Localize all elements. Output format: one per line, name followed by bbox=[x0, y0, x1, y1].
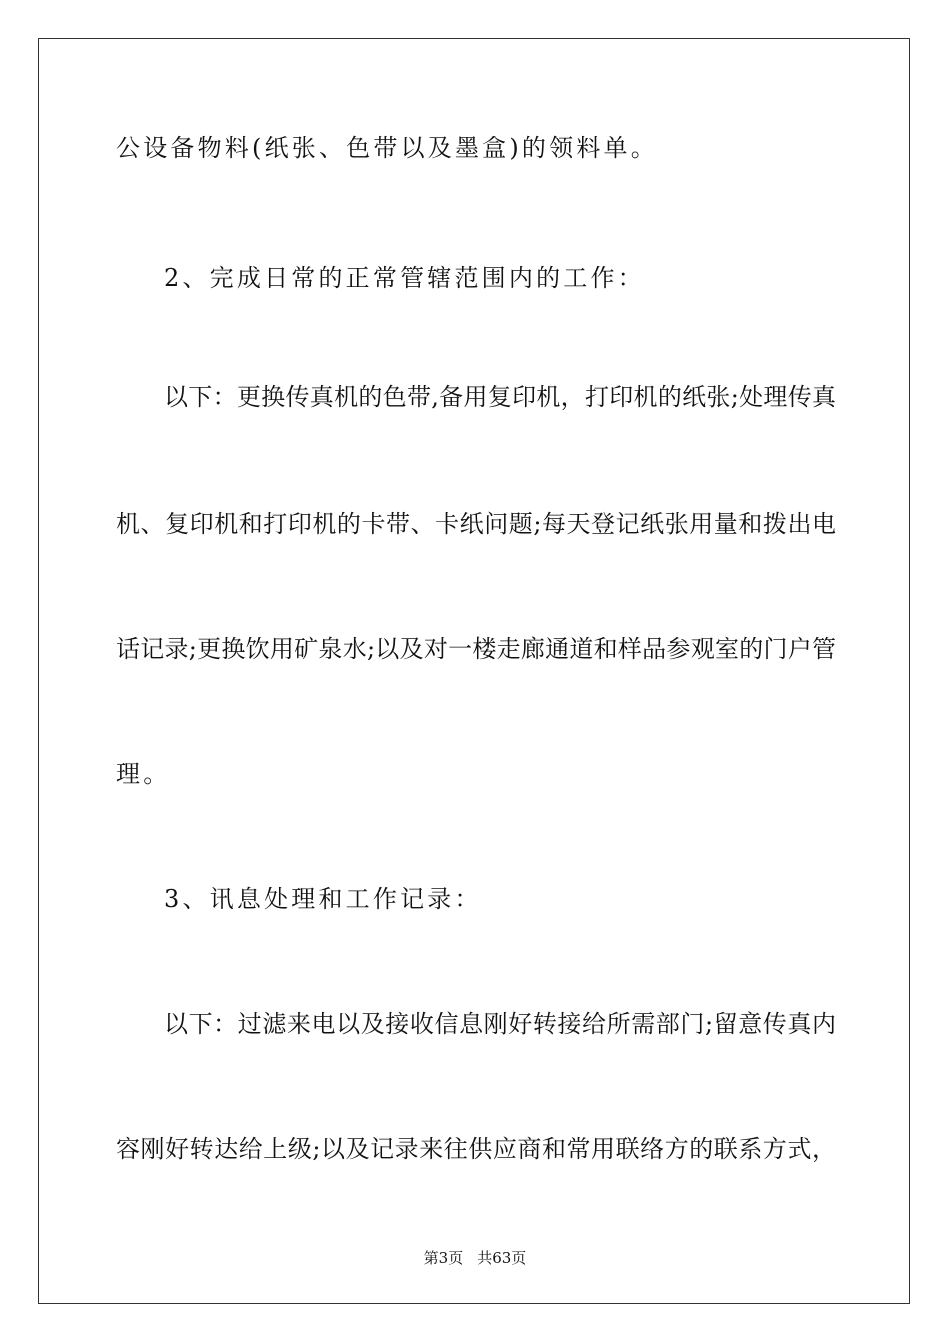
page-border bbox=[38, 38, 910, 1304]
text-line-5: 话记录;更换饮用矿泉水;以及对一楼走廊通道和样品参观室的门户管 bbox=[116, 635, 836, 663]
section-heading-2: 2、完成日常的正常管辖范围内的工作： bbox=[164, 264, 645, 292]
text-line-6: 理。 bbox=[116, 760, 171, 788]
text-line-8: 以下：过滤来电以及接收信息刚好转接给所需部门;留意传真内 bbox=[164, 1010, 836, 1038]
text-line-3: 以下：更换传真机的色带,备用复印机，打印机的纸张;处理传真 bbox=[164, 383, 836, 411]
text-line-1: 公设备物料(纸张、色带以及墨盒)的领料单。 bbox=[116, 134, 658, 162]
page-footer bbox=[0, 1247, 950, 1268]
section-heading-3: 3、讯息处理和工作记录： bbox=[164, 885, 482, 913]
text-line-9: 容刚好转达给上级;以及记录来往供应商和常用联络方的联系方式， bbox=[116, 1135, 836, 1163]
page-total: 共63页 bbox=[477, 1249, 527, 1267]
page-number: 第3页 bbox=[423, 1249, 464, 1267]
text-line-4: 机、复印机和打印机的卡带、卡纸问题;每天登记纸张用量和拨出电 bbox=[116, 510, 836, 538]
